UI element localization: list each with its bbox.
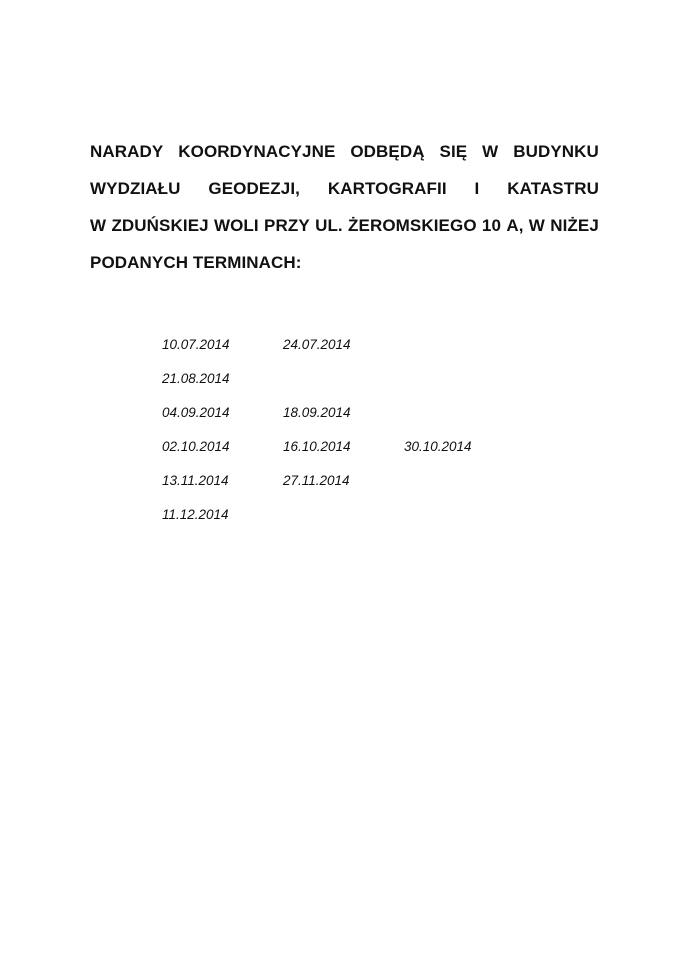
heading-word: ZDUŃSKIEJ	[111, 216, 209, 235]
announcement-heading	[90, 138, 599, 286]
heading-word: NIŻEJ	[550, 216, 599, 235]
meeting-date: 27.11.2014	[283, 473, 350, 488]
heading-line-1	[90, 138, 599, 175]
heading-word: GEODEZJI,	[208, 179, 300, 198]
heading-word: PRZY	[264, 216, 310, 235]
meeting-date: 16.10.2014	[283, 439, 351, 454]
heading-word: W	[90, 216, 107, 235]
heading-word: KATASTRU	[507, 179, 599, 198]
date-row-august	[162, 368, 525, 402]
heading-word: I	[474, 179, 480, 198]
meeting-date: 24.07.2014	[283, 337, 351, 352]
heading-word: BUDYNKU	[513, 142, 599, 161]
meeting-date: 04.09.2014	[162, 405, 230, 420]
heading-line-3	[90, 212, 599, 249]
meeting-date: 30.10.2014	[404, 439, 472, 454]
date-row-september	[162, 402, 525, 436]
heading-word: W	[528, 216, 545, 235]
heading-word: KARTOGRAFII	[327, 179, 447, 198]
meeting-date: 02.10.2014	[162, 439, 230, 454]
heading-word: UL.	[315, 216, 343, 235]
meeting-dates-list	[162, 334, 525, 538]
heading-word: ŻEROMSKIEGO	[348, 216, 477, 235]
meeting-date: 13.11.2014	[162, 473, 229, 488]
meeting-date: 21.08.2014	[162, 371, 230, 386]
heading-word: 10	[481, 216, 502, 235]
meeting-date: 18.09.2014	[283, 405, 351, 420]
meeting-date: 10.07.2014	[162, 337, 230, 352]
heading-line-2	[90, 175, 599, 212]
heading-word: W	[482, 142, 499, 161]
heading-word: PODANYCH TERMINACH:	[90, 253, 302, 272]
date-row-december	[162, 504, 525, 538]
heading-word: NARADY	[90, 142, 164, 161]
heading-word: KOORDYNACYJNE	[178, 142, 336, 161]
heading-word: A,	[506, 216, 524, 235]
heading-word: ODBĘDĄ	[350, 142, 425, 161]
heading-word: WYDZIAŁU	[90, 179, 181, 198]
date-row-november	[162, 470, 525, 504]
date-row-october	[162, 436, 525, 470]
heading-word: WOLI	[213, 216, 259, 235]
meeting-date: 11.12.2014	[162, 507, 229, 522]
heading-word: SIĘ	[439, 142, 468, 161]
heading-line-4	[90, 249, 599, 286]
date-row-july	[162, 334, 525, 368]
